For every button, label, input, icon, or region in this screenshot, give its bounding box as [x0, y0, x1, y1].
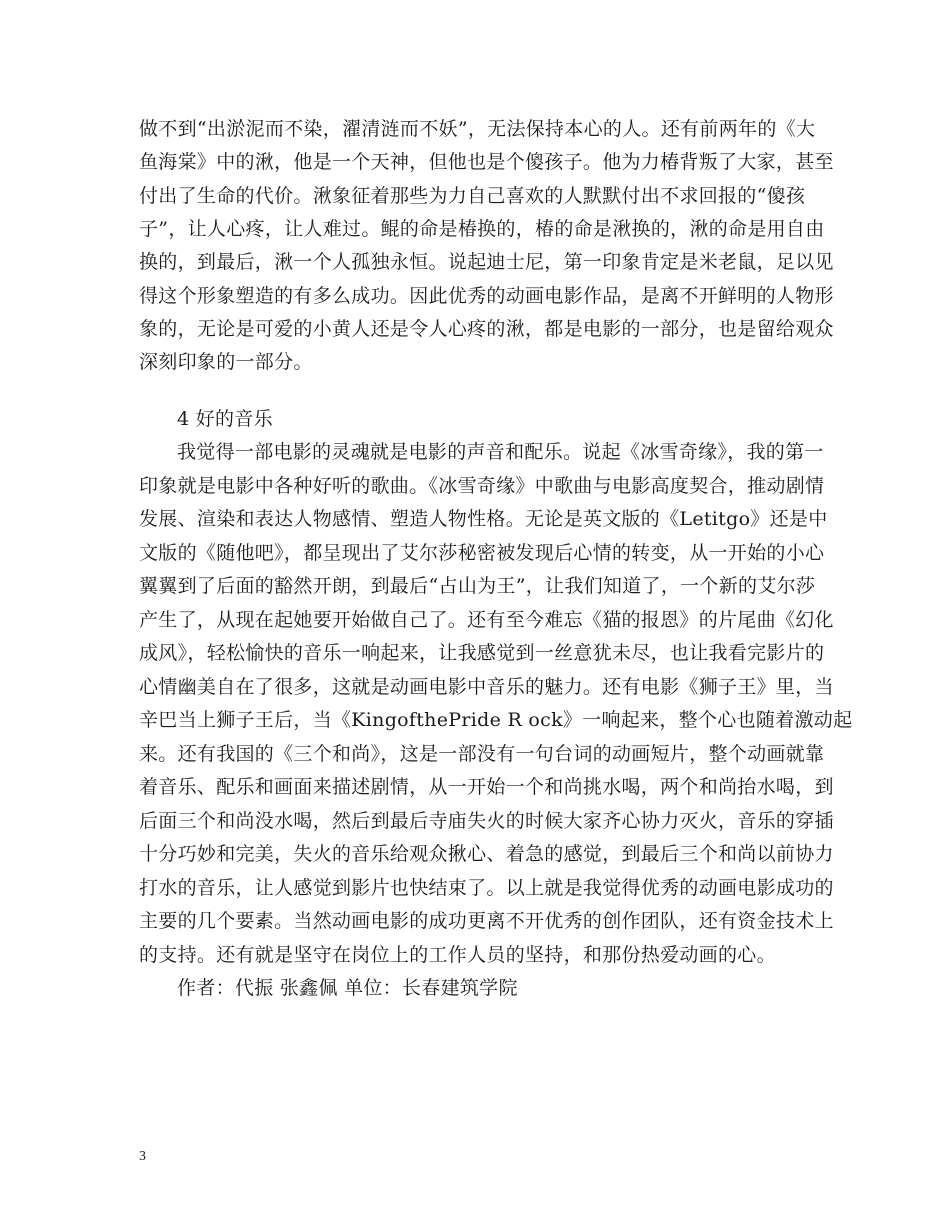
text-line: 成风》，轻松愉快的音乐一响起来，让我感觉到一丝意犹未尽，也让我看完影片的: [139, 642, 825, 664]
text-line: 来。还有我国的《三个和尚》，这是一部没有一句台词的动画短片，整个动画就靠: [139, 743, 825, 765]
text-line: 着音乐、配乐和画面来描述剧情，从一开始一个和尚挑水喝，两个和尚抬水喝，到: [139, 776, 834, 798]
text-line: 后面三个和尚没水喝，然后到最后寺庙失火的时候大家齐心协力灭火，音乐的穿插: [139, 810, 834, 832]
text-line: 的支持。还有就是坚守在岗位上的工作人员的坚持，和那份热爱动画的心。: [139, 944, 776, 966]
text-line: 打水的音乐，让人感觉到影片也快结束了。以上就是我觉得优秀的动画电影成功的: [139, 877, 834, 899]
text-line: 主要的几个要素。当然动画电影的成功更离不开优秀的创作团队，还有资金技术上: [139, 910, 834, 932]
text-line: 鱼海棠》中的湫，他是一个天神，但他也是个傻孩子。他为力椿背叛了大家，甚至: [139, 151, 834, 173]
text-line: 做不到“出淤泥而不染，濯清涟而不妖”，无法保持本心的人。还有前两年的《大: [139, 118, 816, 140]
text-line: 心情幽美自在了很多，这就是动画电影中音乐的魅力。还有电影《狮子王》里，当: [139, 676, 834, 698]
text-line: 辛巴当上狮子王后，当《KingofthePride R ock》一响起来，整个心也随着激动起: [139, 709, 853, 731]
section-heading: 4 好的音乐: [177, 408, 273, 430]
text-line: 印象就是电影中各种好听的歌曲。《冰雪奇缘》中歌曲与电影高度契合，推动剧情: [139, 475, 825, 497]
text-line: 我觉得一部电影的灵魂就是电影的声音和配乐。说起《冰雪奇缘》，我的第一: [177, 441, 824, 463]
text-line: 得这个形象塑造的有多么成功。因此优秀的动画电影作品，是离不开鲜明的人物形: [139, 285, 834, 307]
author-line: 作者：代振 张鑫佩 单位：长春建筑学院: [177, 977, 518, 999]
text-line: 象的，无论是可爱的小黄人还是令人心疼的湫，都是电影的一部分，也是留给观众: [139, 318, 834, 340]
text-line: 发展、渲染和表达人物感情、塑造人物性格。无论是英文版的《Letitgo》还是中: [139, 508, 828, 530]
page-number: 3: [139, 1149, 146, 1164]
text-line: 产生了，从现在起她要开始做自己了。还有至今难忘《猫的报恩》的片尾曲《幻化: [139, 609, 834, 631]
text-line: 十分巧妙和完美，失火的音乐给观众揪心、着急的感觉，到最后三个和尚以前协力: [139, 843, 834, 865]
text-line: 换的，到最后，湫一个人孤独永恒。说起迪士尼，第一印象肯定是米老鼠，足以见: [139, 251, 834, 273]
text-line: 翼翼到了后面的豁然开朗，到最后“占山为王”，让我们知道了，一个新的艾尔莎: [139, 575, 816, 597]
text-line: 子”，让人心疼，让人难过。鲲的命是椿换的，椿的命是湫换的，湫的命是用自由: [139, 218, 825, 240]
text-line: 付出了生命的代价。湫象征着那些为力自己喜欢的人默默付出不求回报的“傻孩: [139, 185, 806, 207]
text-line: 文版的《随他吧》，都呈现出了艾尔莎秘密被发现后心情的转变，从一开始的小心: [139, 542, 825, 564]
text-line: 深刻印象的一部分。: [139, 351, 313, 373]
